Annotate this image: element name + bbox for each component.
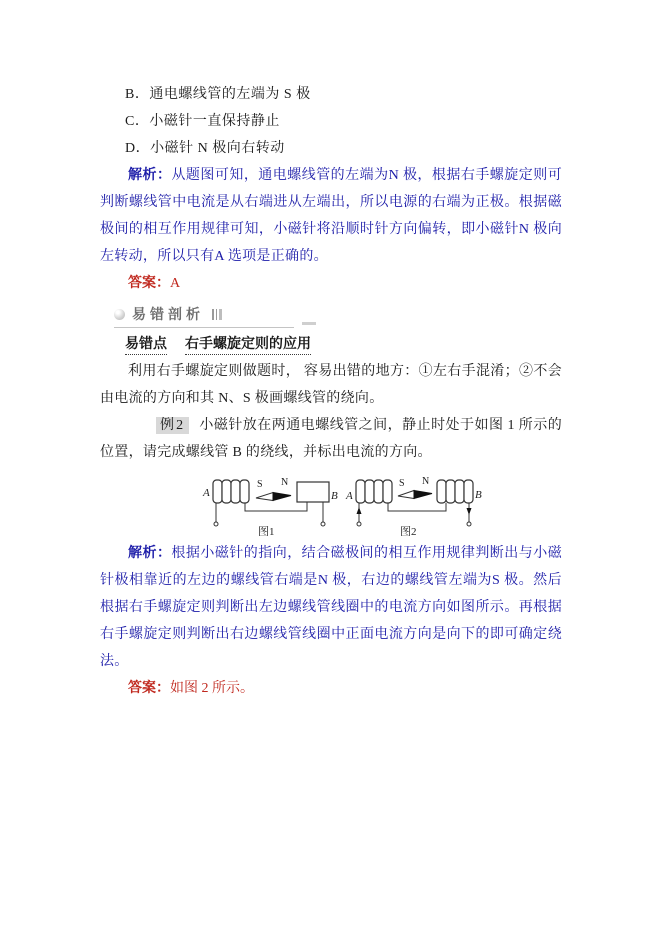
fig2-coil-a	[356, 480, 392, 503]
fig2-coil-b	[437, 480, 473, 503]
choice-option-d: D．小磁针 N 极向右转动	[125, 141, 285, 156]
analysis-text: 从题图可知，通电螺线管的左端为N 极，根据右手螺旋定则可判断螺线管中电流是从右端进从左端出，所以电源的右端为正极。根据磁极间的相互作用规律可知，小磁针将沿顺时针方向偏转，即小磁针N 极向左转动，所以只有A 选项是正确的。	[100, 168, 562, 264]
analysis2-label: 解析：	[128, 546, 172, 561]
example-text: 小磁针放在两通电螺线管之间，静止时处于如图 1 所示的位置，请完成螺线管 B 的绕线，并标出电流的方向。	[100, 418, 562, 460]
example-tag: 例2	[156, 417, 189, 434]
fig1-coil-a	[213, 480, 249, 503]
error-analysis-banner	[114, 304, 294, 328]
answer-line-2	[100, 675, 562, 702]
answer2-value: 如图 2 所示。	[170, 681, 254, 696]
banner-ball-icon	[114, 309, 125, 320]
answer-label: 答案：	[128, 276, 170, 291]
fig2-pole-s: S	[399, 478, 405, 489]
page-content	[100, 81, 562, 702]
answer-value: A	[170, 276, 181, 291]
fig1-frame-b	[297, 482, 329, 502]
answer2-label: 答案：	[128, 681, 170, 696]
fig1-pole-n: N	[281, 477, 289, 488]
fig2-caption: 图2	[400, 526, 417, 536]
fig1-caption: 图1	[258, 526, 275, 536]
fig2-needle-icon	[398, 491, 432, 499]
banner-title: 易错剖析	[132, 306, 204, 322]
fig2-wires	[357, 503, 471, 526]
error-point-label: 易错点	[125, 337, 167, 355]
analysis-paragraph-2	[100, 540, 562, 675]
analysis-label: 解析：	[128, 168, 172, 183]
choice-option-b: B．通电螺线管的左端为 S 极	[125, 87, 311, 102]
fig1-label-b: B	[331, 490, 338, 502]
error-point-line	[100, 331, 562, 358]
fig1-label-a: A	[203, 487, 210, 499]
fig2-current-arrow-up-icon	[357, 507, 362, 514]
figure-1-drawing	[201, 474, 341, 536]
banner-bars-icon	[212, 309, 222, 320]
figure-2-drawing	[345, 474, 485, 536]
figure-1	[201, 474, 341, 536]
example-paragraph	[100, 412, 562, 466]
fig2-pole-n: N	[422, 476, 430, 487]
fig1-pole-s: S	[257, 479, 263, 490]
fig2-label-b: B	[475, 489, 482, 501]
analysis2-text: 根据小磁针的指向，结合磁极间的相互作用规律判断出与小磁针极相靠近的左边的螺线管右端是N 极，右边的螺线管左端为S 极。然后根据右手螺旋定则判断出左边螺线管线圈中的电流方向如图所示。再根据右手螺旋定则判断出右边螺线管线圈中正面电流方向是向下的即可确定绕法。	[100, 546, 562, 669]
analysis-paragraph-1	[100, 162, 562, 270]
banner-dash-icon	[302, 322, 316, 325]
fig2-current-arrow-down-icon	[467, 508, 472, 515]
fig1-needle-icon	[256, 493, 291, 501]
fig1-wires	[214, 502, 325, 526]
answer-line-1	[100, 270, 562, 297]
figure-2	[345, 474, 485, 536]
solenoid-figures	[124, 474, 562, 536]
fig2-label-a: A	[346, 490, 353, 502]
error-tip-paragraph: 利用右手螺旋定则做题时， 容易出错的地方：①左右手混淆；②不会由电流的方向和其 N、S 极画螺线管的绕向。	[100, 364, 562, 406]
choice-option-c: C．小磁针一直保持静止	[125, 114, 280, 129]
error-point-title: 右手螺旋定则的应用	[185, 337, 311, 355]
